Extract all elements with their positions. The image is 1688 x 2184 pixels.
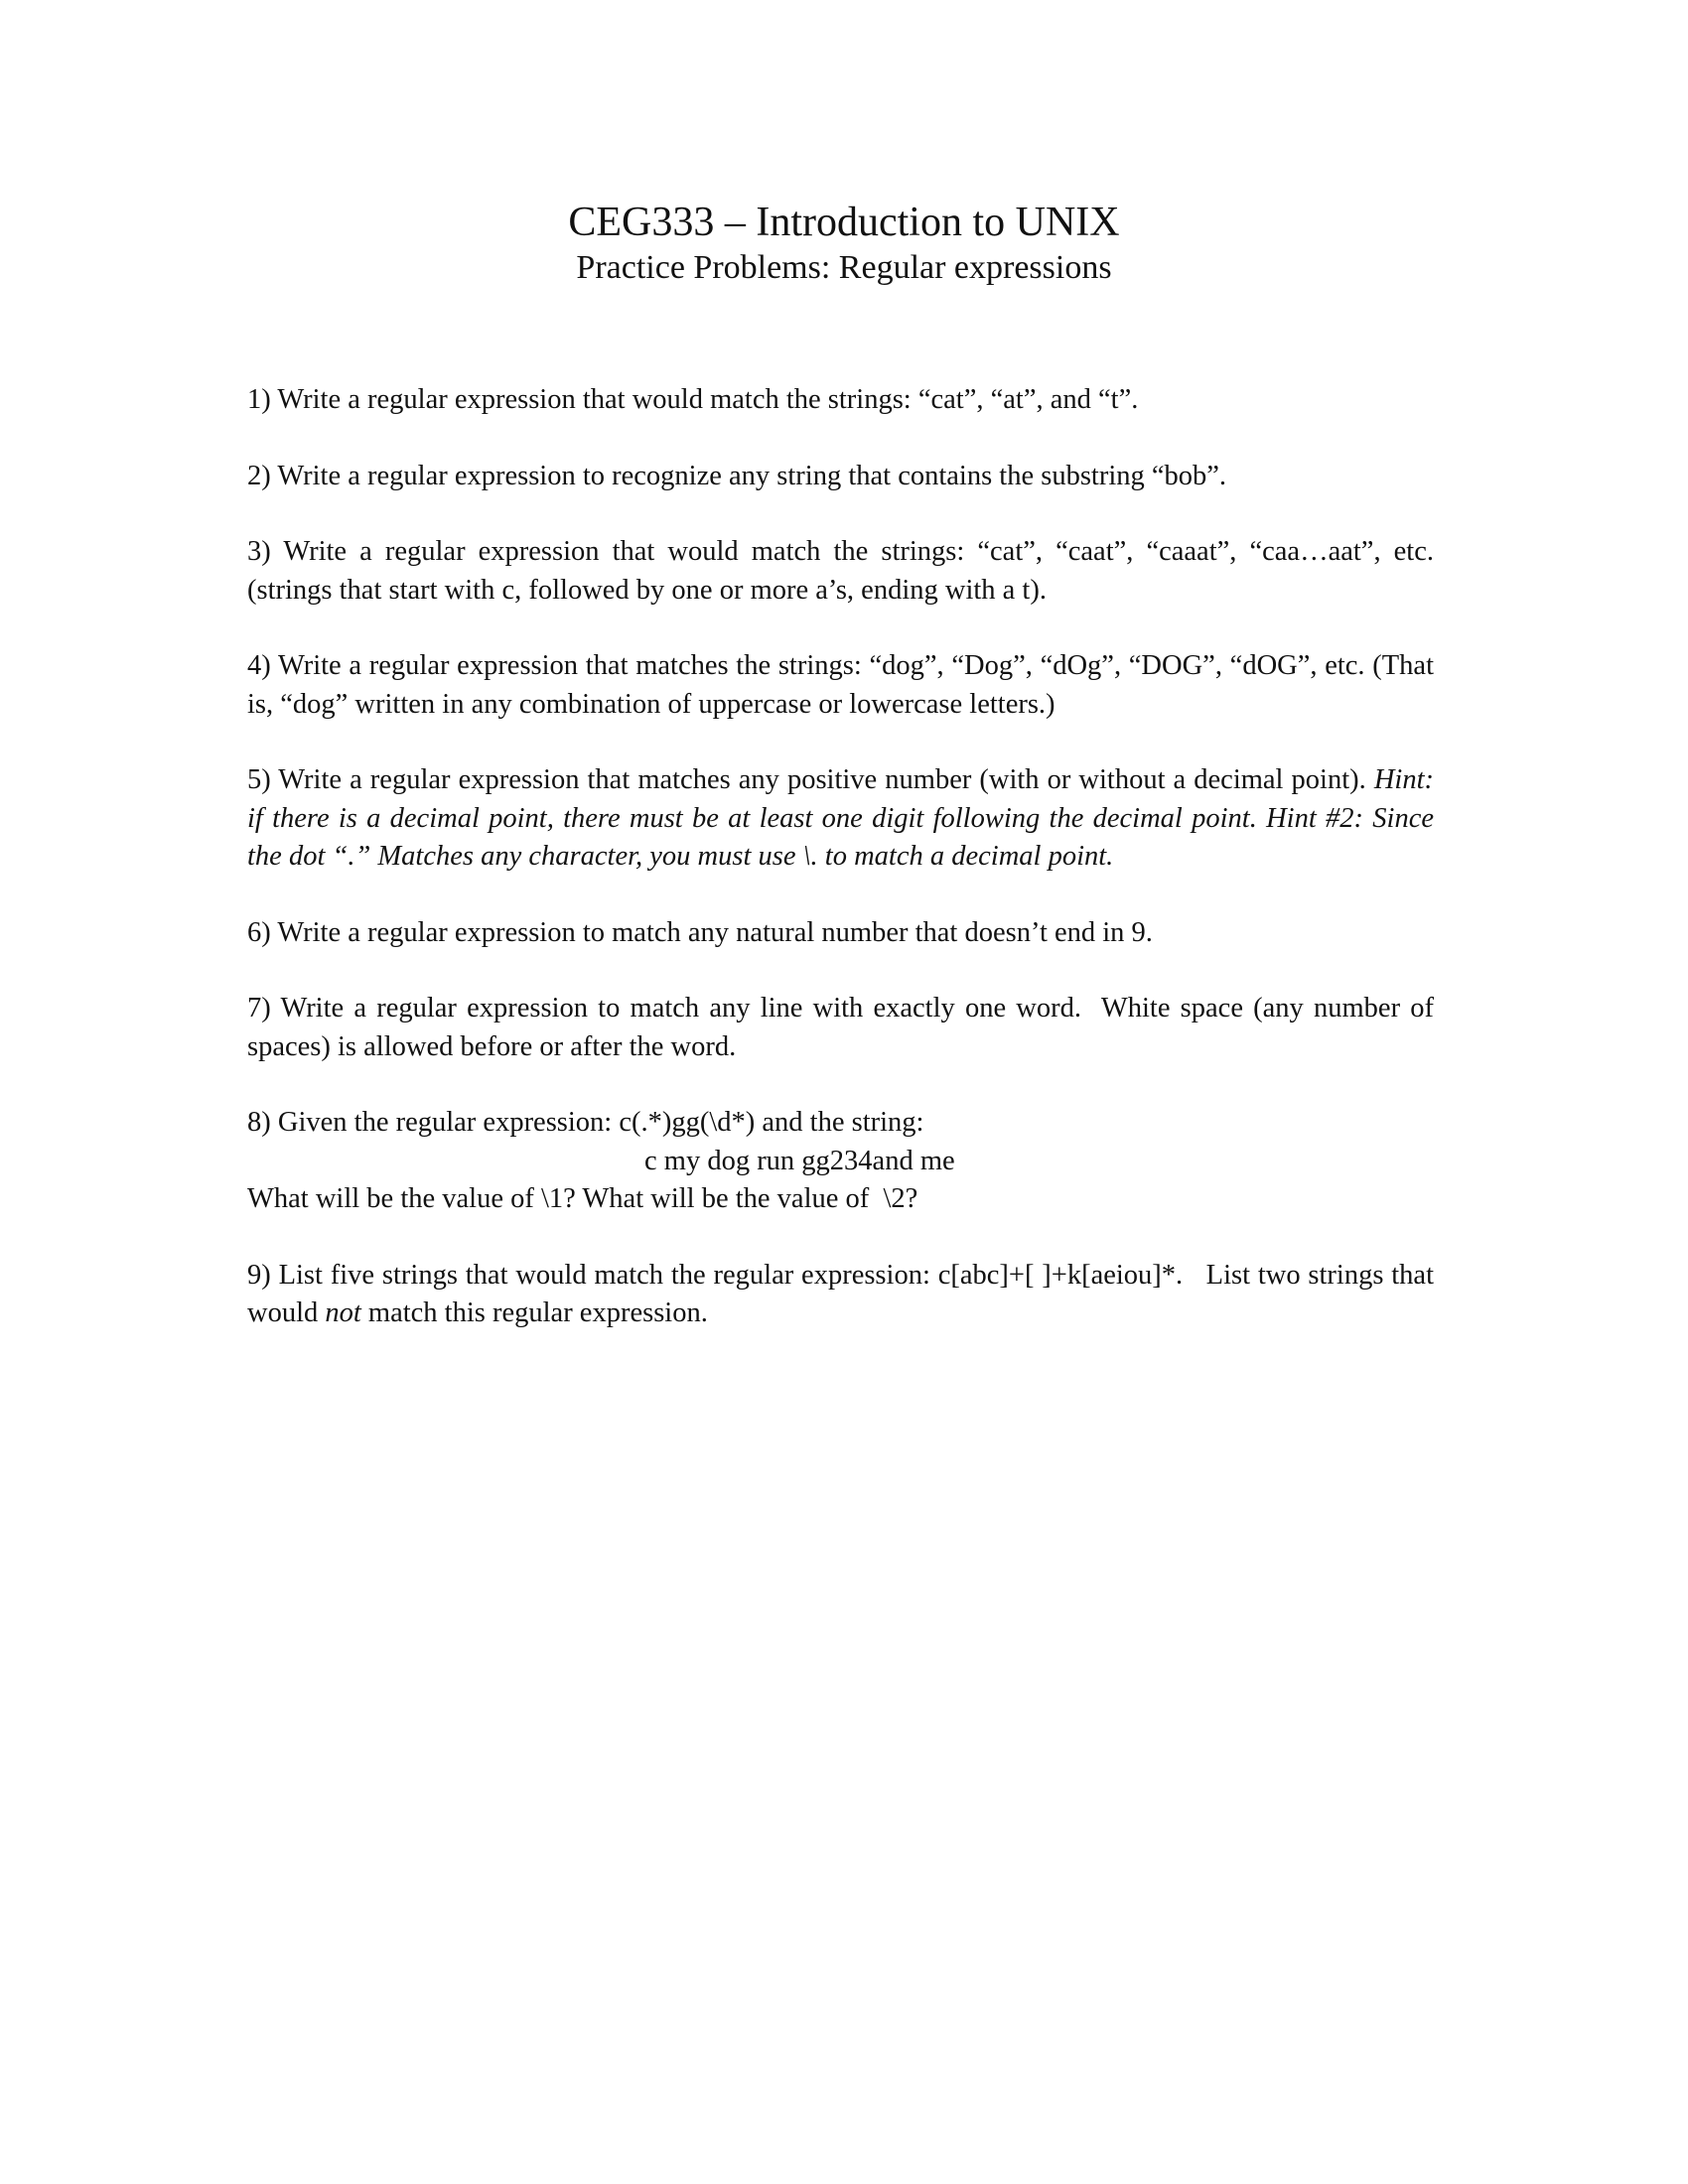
problem-number: 9) (247, 1259, 271, 1291)
problem-number: 6) (247, 916, 271, 948)
problem-number: 8) (247, 1107, 271, 1138)
problem-text: Write a regular expression that would match the strings: “cat”, “caat”, “caaat”, “caa…aat”, etc. (strings that start with c, followed by one or more a’s, ending with a t). (247, 536, 1434, 606)
problem-text: Write a regular expression that would match the strings: “cat”, “at”, and “t”. (277, 384, 1139, 415)
problem-list (247, 381, 1442, 1371)
problem-6 (247, 914, 1434, 953)
problem-2 (247, 458, 1434, 496)
emphasis-not: not (325, 1297, 361, 1328)
problem-text: Write a regular expression to recognize any string that contains the substring “bob”. (277, 460, 1227, 491)
problem-text: Given the regular expression: c(.*)gg(\d*) and the string: (277, 1107, 924, 1138)
problem-text: List five strings that would match the regular expression: c[abc]+[ ]+k[aeiou]*. List two strings that would (247, 1259, 1442, 1328)
problem-text-end: match this regular expression. (367, 1297, 708, 1328)
document-title: CEG333 – Introduction to UNIX (568, 200, 1120, 245)
sample-string: c my dog run gg234and me (644, 1145, 955, 1176)
problem-8-line-1 (247, 1104, 1434, 1143)
document-header (0, 199, 1688, 290)
problem-question: What will be the value of \1? What will be the value of \2? (247, 1183, 918, 1214)
problem-number: 1) (247, 384, 271, 415)
problem-7 (247, 990, 1442, 1066)
problem-1 (247, 381, 1434, 420)
problem-text: Write a regular expression that matches any positive number (with or without a decimal point). (278, 764, 1366, 795)
problem-number: 3) (247, 536, 271, 567)
problem-text: Write a regular expression to match any line with exactly one word. White space (any number of spaces) is allowed before or after the word. (247, 993, 1442, 1062)
problem-number: 7) (247, 993, 271, 1024)
problem-9 (247, 1257, 1442, 1333)
problem-text: Write a regular expression to match any natural number that doesn’t end in 9. (277, 916, 1153, 948)
problem-3 (247, 533, 1434, 610)
problem-number: 4) (247, 650, 271, 681)
document-subtitle: Practice Problems: Regular expressions (576, 249, 1112, 286)
problem-4 (247, 647, 1434, 724)
problem-5 (247, 761, 1434, 877)
problem-text: Write a regular expression that matches the strings: “dog”, “Dog”, “dOg”, “DOG”, “dOG”, etc. (That is, “dog” written in any combination of uppercase or lowercase letters.) (247, 650, 1434, 720)
problem-8 (247, 1104, 1434, 1219)
problem-number: 5) (247, 764, 271, 795)
problem-hint: Hint: if there is a decimal point, there must be at least one digit following the decimal point. Hint #2: Since the dot “.” Matches any character, you must use \. to match a decimal point. (247, 764, 1434, 872)
problem-number: 2) (247, 460, 271, 491)
